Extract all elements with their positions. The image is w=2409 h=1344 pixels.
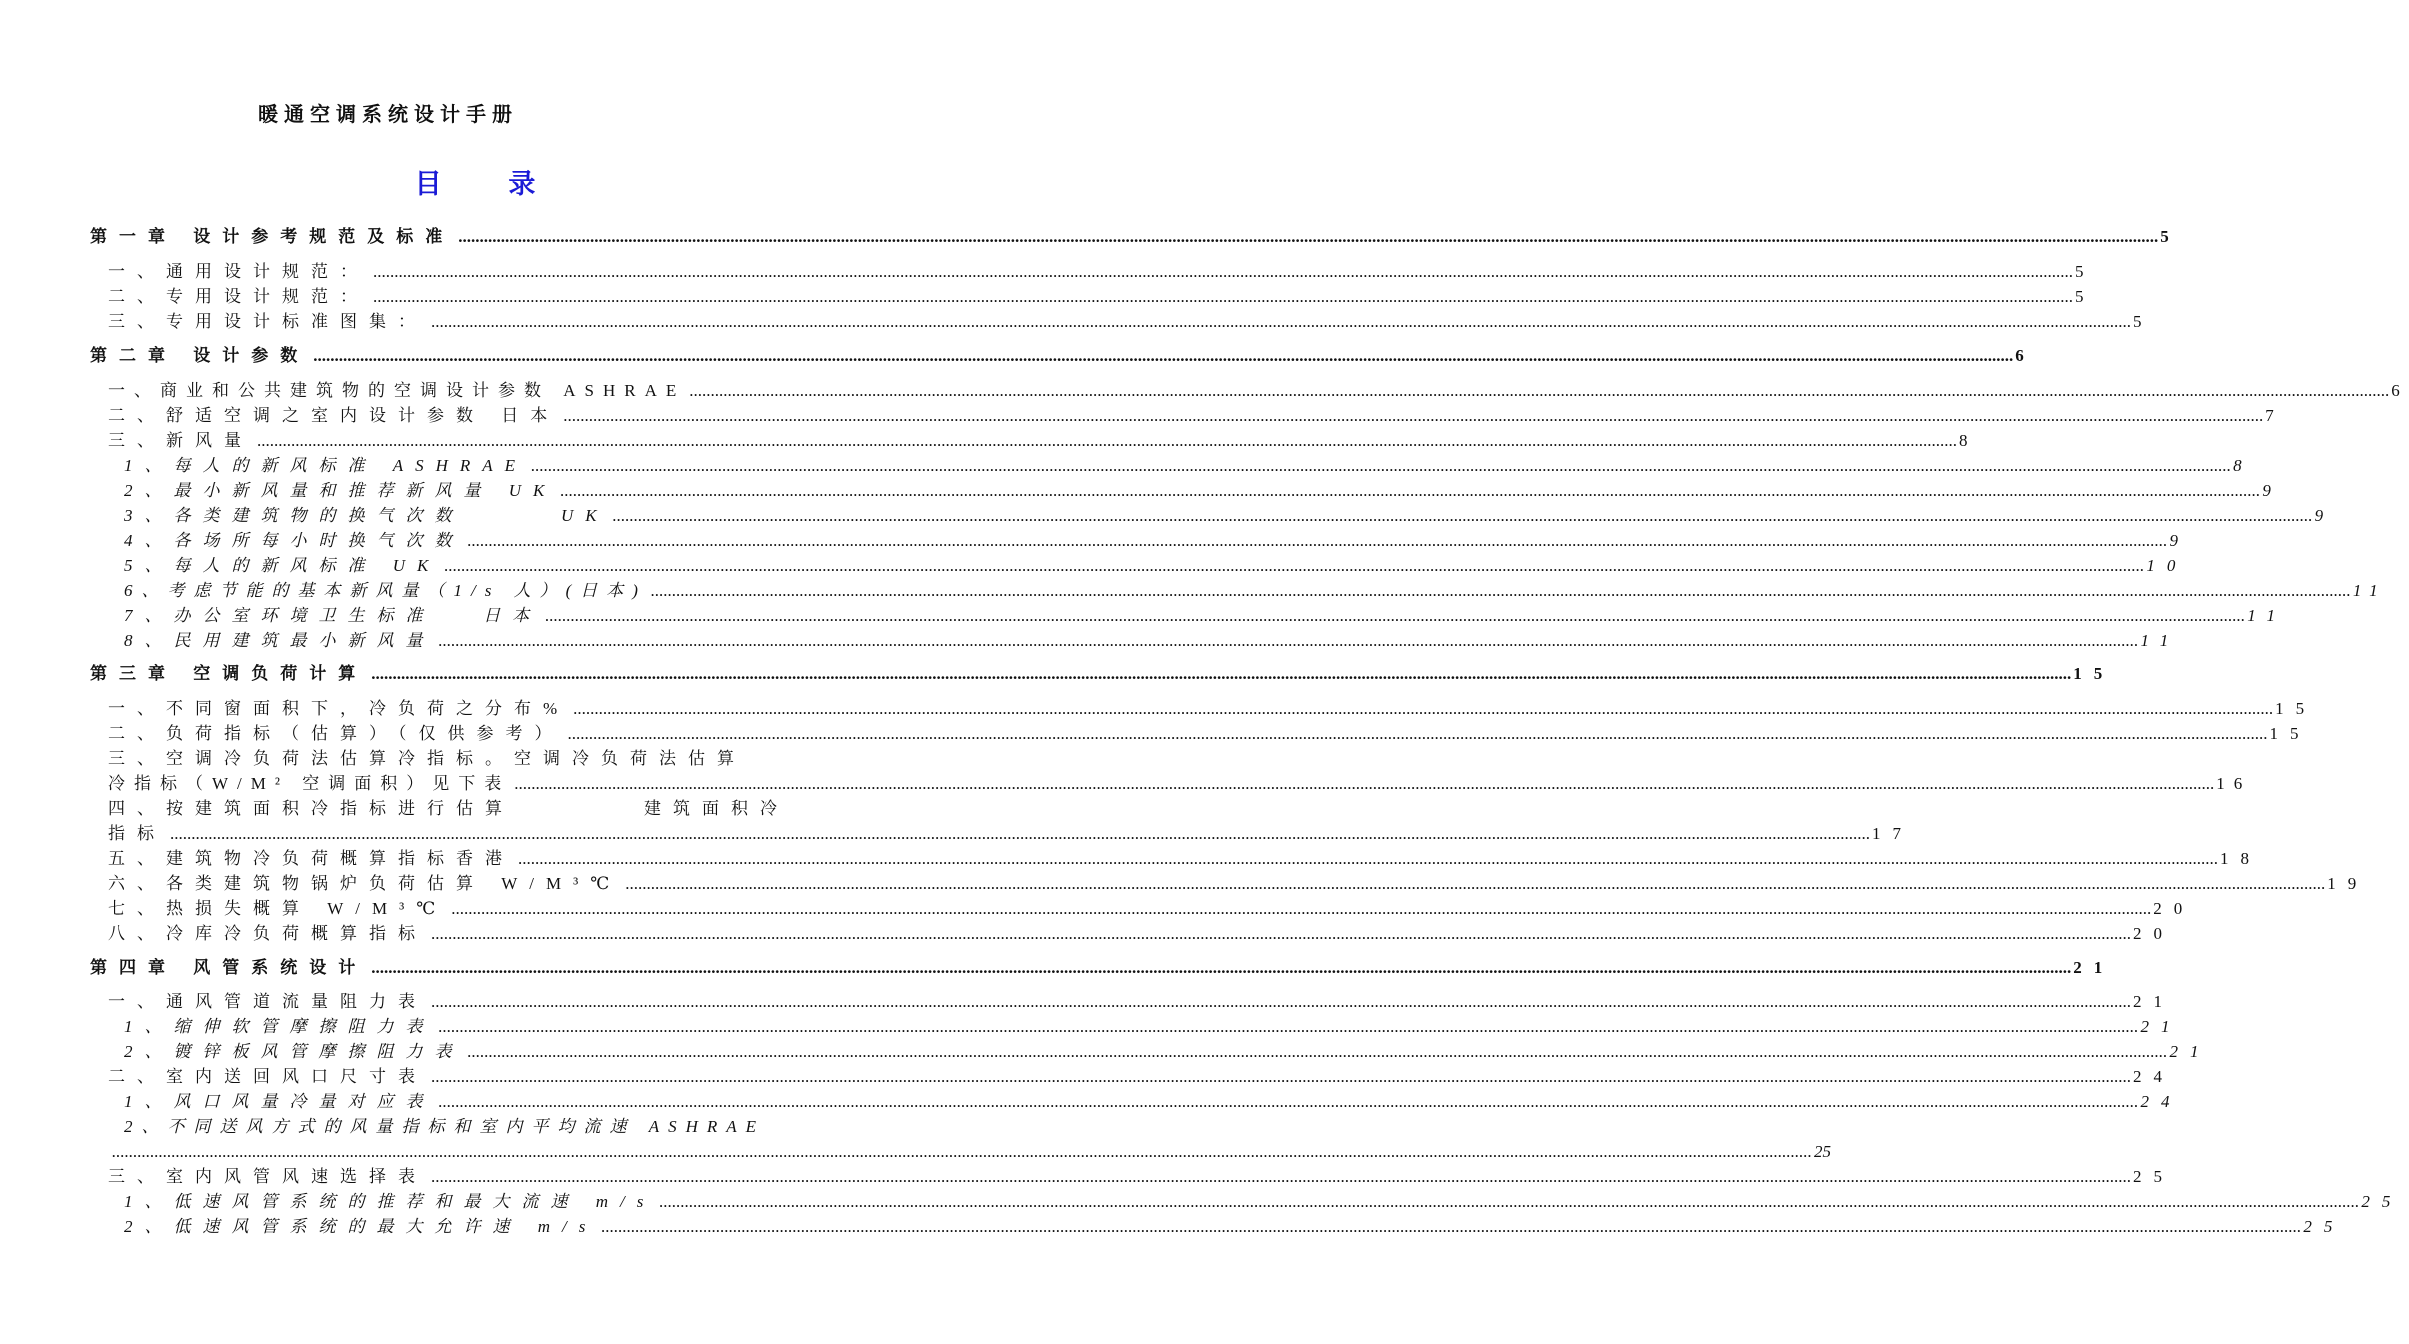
toc-leader-dots: ................................................................................................................................................................................................................................................................................................................................................................................................................ [573, 699, 2274, 718]
toc-leader-dots: ................................................................................................................................................................................................................................................................................................................................................................................................................ [373, 287, 2073, 306]
toc-entry-page: 6 [2391, 381, 2409, 400]
toc-entry-page: 19 [2327, 874, 2369, 893]
toc-entry-page: 16 [2216, 774, 2252, 793]
toc-entry-label: 第二章 设计参数 [90, 346, 310, 365]
toc-entry-page: 9 [2169, 531, 2190, 550]
toc-entry-label: 1、缩伸软管摩擦阻力表 [124, 1017, 435, 1036]
toc-entry-page: 9 [2262, 481, 2283, 500]
toc-entry-page: 11 [2140, 631, 2181, 650]
toc-entry[interactable] [108, 380, 2409, 402]
toc-leader-dots: ................................................................................................................................................................................................................................................................................................................................................................................................................ [659, 1192, 2360, 1211]
toc-entry-label: 三、专用设计标准图集： [108, 312, 427, 331]
toc-entry[interactable] [108, 1066, 2174, 1088]
toc-entry-page: 7 [2265, 406, 2286, 425]
toc-entry-page: 25 [1814, 1142, 1831, 1161]
toc-entry-label: 二、室内送回风口尺寸表 [108, 1067, 427, 1086]
toc-entry-page: 6 [2015, 346, 2036, 365]
toc-entry-label: 第一章 设计参考规范及标准 [90, 227, 455, 246]
toc-leader-dots: ................................................................................................................................................................................................................................................................................................................................................................................................................ [560, 481, 2261, 500]
toc-entry-page: 5 [2133, 312, 2154, 331]
toc-leader-dots: ................................................................................................................................................................................................................................................................................................................................................................................................................ [444, 556, 2145, 575]
toc-entry-sub[interactable] [124, 605, 2287, 627]
toc-leader-dots: ................................................................................................................................................................................................................................................................................................................................................................................................................ [431, 312, 2131, 331]
toc-leader-dots: ................................................................................................................................................................................................................................................................................................................................................................................................................ [313, 346, 2014, 365]
toc-entry-chapter[interactable] [90, 345, 2036, 367]
toc-leader-dots: ................................................................................................................................................................................................................................................................................................................................................................................................................ [650, 581, 2351, 600]
toc-entry-page: 20 [2133, 924, 2174, 943]
toc-entry-label: 1、每人的新风标准 ASHRAE [124, 456, 528, 475]
toc-leader-dots: ................................................................................................................................................................................................................................................................................................................................................................................................................ [467, 531, 2168, 550]
toc-entry[interactable] [108, 1166, 2174, 1188]
toc-entry-page: 21 [2169, 1042, 2211, 1061]
toc-entry-label: 二、舒适空调之室内设计参数 日本 [108, 406, 560, 425]
toc-entry-page: 20 [2153, 899, 2195, 918]
toc-leader-dots: ................................................................................................................................................................................................................................................................................................................................................................................................................ [451, 899, 2152, 918]
toc-entry-page: 15 [2073, 664, 2115, 683]
toc-entry-label: 二、负荷指标（估算）（仅供参考） [108, 724, 564, 743]
toc-entry-page: 11 [2247, 606, 2287, 625]
toc-entry-page: 15 [2275, 699, 2317, 718]
toc-entry[interactable] [108, 873, 2369, 895]
toc-entry-sub[interactable] [124, 555, 2188, 577]
toc-entry-sub[interactable] [124, 630, 2181, 652]
toc-entry[interactable] [108, 261, 2096, 283]
toc-heading: 目 录 [414, 169, 566, 199]
toc-entry-page: 25 [2133, 1167, 2174, 1186]
toc-entry-label: 四、按建筑面积冷指标进行估算 建筑面积冷 [108, 799, 789, 818]
toc-entry[interactable] [108, 405, 2286, 427]
toc-entry[interactable] [108, 798, 848, 820]
toc-entry-page: 5 [2075, 287, 2096, 306]
toc-entry-page: 17 [1872, 824, 1913, 843]
toc-leader-dots: ................................................................................................................................................................................................................................................................................................................................................................................................................ [373, 262, 2073, 281]
toc-entry-label: 7、办公室环境卫生标准 日本 [124, 606, 542, 625]
toc-leader-dots: ................................................................................................................................................................................................................................................................................................................................................................................................................ [625, 874, 2326, 893]
toc-entry[interactable] [108, 698, 2317, 720]
toc-leader-dots: ................................................................................................................................................................................................................................................................................................................................................................................................................ [371, 664, 2072, 683]
toc-entry-label: 一、通用设计规范： [108, 262, 369, 281]
toc-entry[interactable] [108, 848, 2261, 870]
toc-entry-page: 9 [2314, 506, 2336, 525]
toc-leader-dots: ................................................................................................................................................................................................................................................................................................................................................................................................................ [170, 824, 1870, 843]
toc-entry-page: 21 [2133, 992, 2174, 1011]
toc-leader-dots: ................................................................................................................................................................................................................................................................................................................................................................................................................ [563, 406, 2264, 425]
toc-entry-page: 8 [1959, 431, 1980, 450]
toc-entry[interactable] [108, 430, 1980, 452]
toc-leader-dots: ................................................................................................................................................................................................................................................................................................................................................................................................................ [431, 1167, 2131, 1186]
toc-entry-label: 一、通风管道流量阻力表 [108, 992, 427, 1011]
toc-entry[interactable] [108, 311, 2154, 333]
toc-entry-label: 一、不同窗面积下，冷负荷之分布% [108, 699, 570, 718]
toc-entry-label: 2、不同送风方式的风量指标和室内平均流速 ASHRAE [124, 1117, 766, 1136]
toc-entry-continued[interactable] [108, 823, 1913, 845]
toc-entry-chapter[interactable] [90, 957, 2115, 979]
toc-leader-dots: ................................................................................................................................................................................................................................................................................................................................................................................................................ [531, 456, 2232, 475]
toc-entry-page: 25 [2361, 1192, 2403, 1211]
toc-entry[interactable] [108, 898, 2195, 920]
toc-leader-dots: ................................................................................................................................................................................................................................................................................................................................................................................................................ [438, 1017, 2139, 1036]
toc-entry-label: 七、热损失概算 W/M³℃ [108, 899, 448, 918]
toc-entry[interactable] [108, 991, 2174, 1013]
toc-entry-page: 15 [2269, 724, 2311, 743]
toc-entry-label: 6、考虑节能的基本新风量（1/s 人）(日本) [124, 581, 647, 600]
toc-entry-label: 三、新风量 [108, 431, 253, 450]
toc-entry-chapter[interactable] [90, 226, 2181, 248]
toc-leader-dots: ................................................................................................................................................................................................................................................................................................................................................................................................................ [545, 606, 2246, 625]
toc-leader-dots: ................................................................................................................................................................................................................................................................................................................................................................................................................ [431, 924, 2131, 943]
toc-entry-page: 24 [2133, 1067, 2174, 1086]
toc-entry-label: 八、冷库冷负荷概算指标 [108, 924, 427, 943]
toc-entry-sub[interactable] [124, 1191, 2403, 1213]
toc-entry-label: 1、低速风管系统的推荐和最大流速 m/s [124, 1192, 656, 1211]
toc-entry-label: 2、低速风管系统的最大允许速 m/s [124, 1217, 598, 1236]
toc-entry-continued[interactable] [108, 773, 2252, 795]
toc-leader-dots: ................................................................................................................................................................................................................................................................................................................................................................................................................ [689, 381, 2390, 400]
toc-leader-dots: ................................................................................................................................................................................................................................................................................................................................................................................................................ [518, 849, 2218, 868]
toc-leader-dots: ................................................................................................................................................................................................................................................................................................................................................................................................................ [438, 1092, 2139, 1111]
toc-entry-label: 六、各类建筑物锅炉负荷估算 W/M³℃ [108, 874, 622, 893]
toc-entry-label: 8、民用建筑最小新风量 [124, 631, 435, 650]
toc-leader-dots: ................................................................................................................................................................................................................................................................................................................................................................................................................ [458, 227, 2159, 246]
toc-leader-dots: ................................................................................................................................................................................................................................................................................................................................................................................................................ [438, 631, 2139, 650]
toc-entry-page: 25 [2303, 1217, 2345, 1236]
toc-leader-dots: ................................................................................................................................................................................................................................................................................................................................................................................................................ [467, 1042, 2168, 1061]
toc-entry-continued[interactable] [108, 1141, 1831, 1163]
toc-entry-page: 10 [2146, 556, 2188, 575]
toc-entry-label: 第四章 风管系统设计 [90, 958, 368, 977]
toc-entry-label: 一、商业和公共建筑物的空调设计参数 ASHRAE [108, 381, 686, 400]
toc-entry[interactable] [108, 723, 2311, 745]
toc-entry-page: 5 [2075, 262, 2096, 281]
toc-entry-label: 3、各类建筑物的换气次数 UK [124, 506, 609, 525]
toc-leader-dots: ................................................................................................................................................................................................................................................................................................................................................................................................................ [567, 724, 2268, 743]
toc-entry-label: 冷指标（W/M² 空调面积）见下表 [108, 774, 511, 793]
toc-entry-sub[interactable] [124, 455, 2254, 477]
toc-leader-dots: ................................................................................................................................................................................................................................................................................................................................................................................................................ [601, 1217, 2302, 1236]
toc-entry-label: 五、建筑物冷负荷概算指标香港 [108, 849, 514, 868]
toc-entry-sub[interactable] [124, 1041, 2211, 1063]
toc-entry-sub[interactable] [124, 505, 2336, 527]
toc-entry[interactable] [108, 923, 2174, 945]
toc-entry-label: 三、空调冷负荷法估算冷指标。空调冷负荷法估算 [108, 749, 746, 768]
toc-entry-page: 24 [2140, 1092, 2182, 1111]
toc-entry-sub[interactable] [124, 530, 2190, 552]
toc-entry-label: 二、专用设计规范： [108, 287, 369, 306]
toc-entry-label: 2、最小新风量和推荐新风量 UK [124, 481, 557, 500]
toc-entry-page: 21 [2140, 1017, 2182, 1036]
toc-entry-page: 5 [2160, 227, 2181, 246]
toc-leader-dots: ................................................................................................................................................................................................................................................................................................................................................................................................................ [371, 958, 2072, 977]
toc-entry-page: 8 [2233, 456, 2254, 475]
toc-leader-dots: ................................................................................................................................................................................................................................................................................................................................................................................................................ [612, 506, 2313, 525]
toc-entry-label: 第三章 空调负荷计算 [90, 664, 368, 683]
toc-entry-label: 5、每人的新风标准 UK [124, 556, 441, 575]
toc-leader-dots: ................................................................................................................................................................................................................................................................................................................................................................................................................ [514, 774, 2215, 793]
document-title: 暖通空调系统设计手册 [258, 104, 518, 126]
toc-entry-chapter[interactable] [90, 663, 2115, 685]
toc-entry[interactable] [108, 286, 2096, 308]
toc-entry-page: 21 [2073, 958, 2115, 977]
toc-leader-dots: ................................................................................................................................................................................................................................................................................................................................................................................................................ [257, 431, 1957, 450]
toc-entry-label: 指标 [108, 824, 166, 843]
toc-entry-page: 18 [2220, 849, 2261, 868]
toc-leader-dots: ................................................................................................................................................................................................................................................................................................................................................................................................................ [112, 1142, 1812, 1161]
toc-entry-sub[interactable] [124, 1216, 2345, 1238]
toc-entry-label: 三、室内风管风速选择表 [108, 1167, 427, 1186]
toc-entry-label: 2、镀锌板风管摩擦阻力表 [124, 1042, 464, 1061]
toc-entry-sub[interactable] [124, 1091, 2182, 1113]
toc-leader-dots: ................................................................................................................................................................................................................................................................................................................................................................................................................ [431, 1067, 2131, 1086]
toc-entry-sub[interactable] [124, 580, 2387, 602]
toc-leader-dots: ................................................................................................................................................................................................................................................................................................................................................................................................................ [431, 992, 2131, 1011]
toc-entry-label: 1、风口风量冷量对应表 [124, 1092, 435, 1111]
toc-entry-sub[interactable] [124, 480, 2283, 502]
toc-entry[interactable] [108, 748, 848, 770]
toc-entry-sub[interactable] [124, 1016, 2182, 1038]
toc-entry-sub[interactable] [124, 1116, 848, 1138]
toc-entry-page: 11 [2352, 581, 2387, 600]
toc-entry-label: 4、各场所每小时换气次数 [124, 531, 464, 550]
